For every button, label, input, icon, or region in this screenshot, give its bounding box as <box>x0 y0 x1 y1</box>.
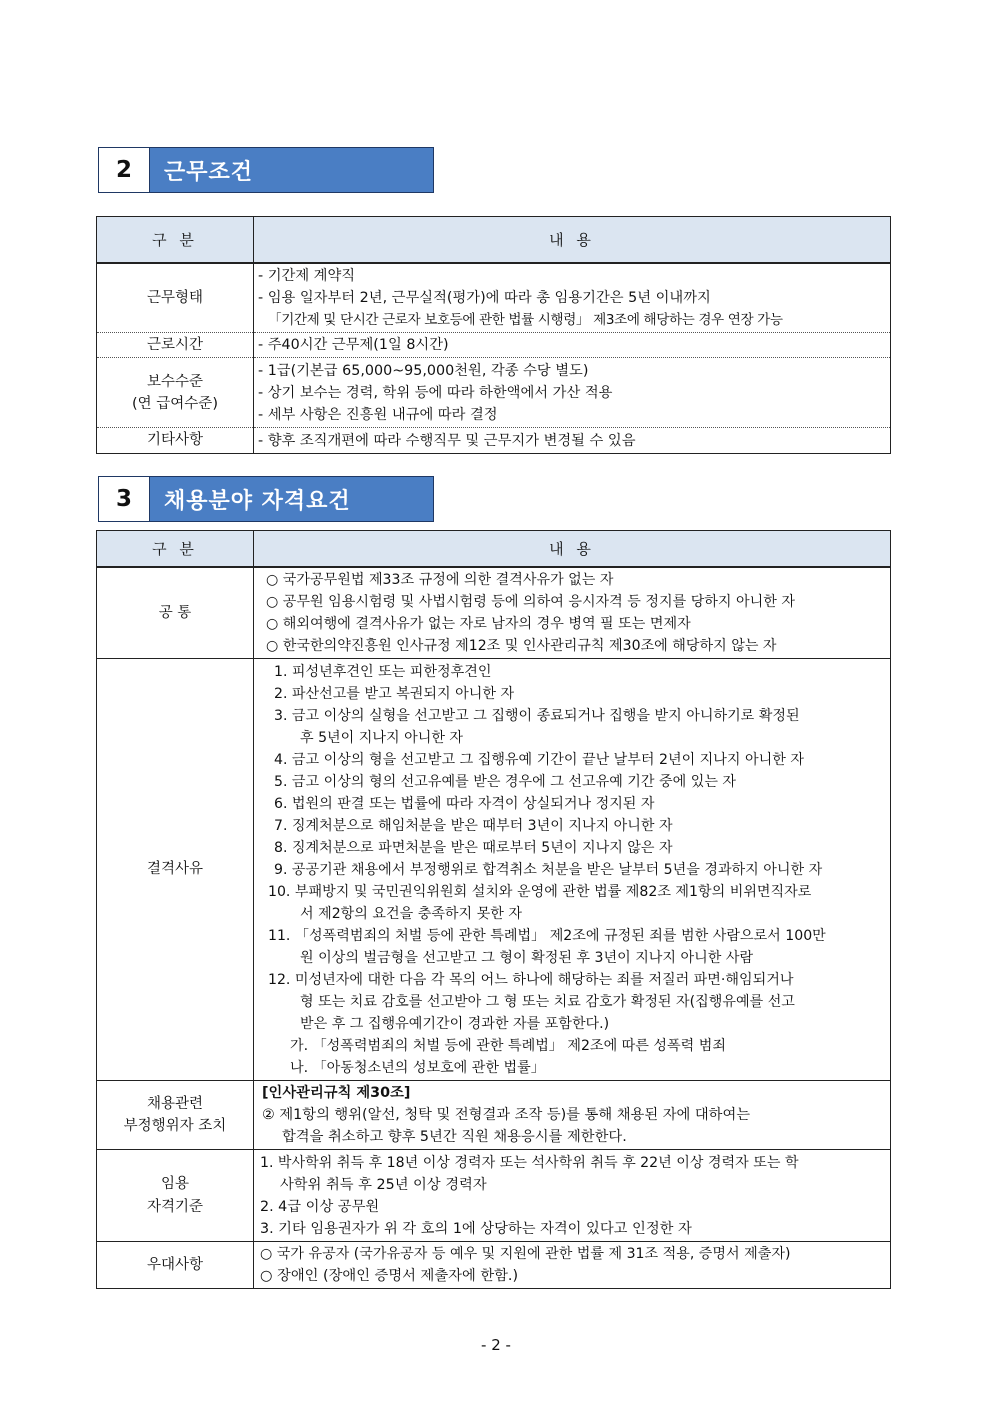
list-item: 4. 금고 이상의 형을 선고받고 그 집행유예 기간이 끝난 날부터 2년이 지나지 아니한 자 <box>274 751 804 768</box>
list-item-continued: 형 또는 치료 감호를 선고받아 그 형 또는 치료 감호가 확정된 자(집행유예를 선고 <box>300 993 795 1010</box>
text-line: - 기간제 계약직 <box>258 267 356 284</box>
row-preference <box>97 1242 891 1289</box>
list-item-continued: 받은 후 그 집행유예기간이 경과한 자를 포함한다.) <box>300 1015 610 1032</box>
content-work-hours <box>254 333 891 358</box>
text-line: ○ 해외여행에 결격사유가 없는 자로 남자의 경우 병역 필 또는 면제자 <box>266 615 691 632</box>
rule-heading: [인사관리규칙 제30조] <box>262 1085 411 1101</box>
content-salary <box>254 358 891 428</box>
list-item: 3. 금고 이상의 실형을 선고받고 그 집행이 종료되거나 집행을 받지 아니하기로 확정된 <box>274 707 800 724</box>
work-conditions-table <box>96 216 891 454</box>
list-item: 6. 법원의 판결 또는 법률에 따라 자격이 상실되거나 정지된 자 <box>274 795 655 812</box>
content-other <box>254 428 891 453</box>
label-fraud-measures: 채용관련 부정행위자 조치 <box>97 1081 254 1150</box>
section-3-number: 3 <box>99 477 150 521</box>
text-line: 「기간제 및 단시간 근로자 보호등에 관한 법률 시행령」 제3조에 해당하는 경우 연장 가능 <box>268 311 783 328</box>
text-line: - 1급(기본급 65,000~95,000천원, 각종 수당 별도) <box>258 362 589 379</box>
text-line: - 세부 사항은 진흥원 내규에 따라 결정 <box>258 406 498 423</box>
section-2-heading <box>98 147 434 193</box>
list-item: 11. 「성폭력범죄의 처벌 등에 관한 특례법」 제2조에 규정된 죄를 범한 사람으로서 100만 <box>268 927 826 944</box>
label-work-type: 근무형태 <box>97 263 254 333</box>
text-line: 2. 4급 이상 공무원 <box>260 1198 380 1215</box>
text-line: 1. 박사학위 취득 후 18년 이상 경력자 또는 석사학위 취득 후 22년 이상 경력자 또는 학 <box>260 1154 799 1171</box>
text-line: - 향후 조직개편에 따라 수행직무 및 근무지가 변경될 수 있음 <box>258 432 636 449</box>
text-line: - 주40시간 근무제(1일 8시간) <box>258 337 449 354</box>
list-item: 8. 징계처분으로 파면처분을 받은 때로부터 5년이 지나지 않은 자 <box>274 839 673 856</box>
page-number: - 2 - <box>481 1336 511 1354</box>
text-line: - 상기 보수는 경력, 학위 등에 따라 하한액에서 가산 적용 <box>258 384 613 401</box>
qualification-table <box>96 530 891 1289</box>
row-salary <box>97 358 891 428</box>
list-item: 1. 피성년후견인 또는 피한정후견인 <box>274 663 492 680</box>
list-item-continued: 후 5년이 지나지 아니한 자 <box>300 729 464 746</box>
content-work-type <box>254 263 891 333</box>
header-category: 구 분 <box>97 217 254 263</box>
label-preference: 우대사항 <box>97 1242 254 1289</box>
row-other <box>97 428 891 453</box>
row-work-type <box>97 263 891 333</box>
text-line: ○ 한국한의약진흥원 인사규정 제12조 및 인사관리규칙 제30조에 해당하지 않는 자 <box>266 637 777 654</box>
text-line: 사학위 취득 후 25년 이상 경력자 <box>280 1176 487 1193</box>
header-content: 내 용 <box>254 531 891 567</box>
text-line: ○ 장애인 (장애인 증명서 제출자에 한함.) <box>260 1268 519 1284</box>
section-3-title: 채용분야 자격요건 <box>150 477 433 521</box>
row-common <box>97 567 891 659</box>
content-fraud-measures <box>254 1081 891 1150</box>
row-fraud-measures <box>97 1081 891 1150</box>
content-appointment-criteria <box>254 1150 891 1242</box>
list-item: 9. 공공기관 채용에서 부정행위로 합격취소 처분을 받은 날부터 5년을 경과하지 아니한 자 <box>274 861 823 878</box>
label-disqualification: 결격사유 <box>97 659 254 1081</box>
text-line: 합격을 취소하고 향후 5년간 직원 채용응시를 제한한다. <box>282 1129 627 1145</box>
label-salary: 보수수준 (연 급여수준) <box>97 358 254 428</box>
section-2-title: 근무조건 <box>150 148 433 192</box>
label-other: 기타사항 <box>97 428 254 453</box>
section-2-number: 2 <box>99 148 150 192</box>
label-common: 공 통 <box>97 567 254 659</box>
label-appointment-criteria: 임용 자격기준 <box>97 1150 254 1242</box>
list-item-continued: 원 이상의 벌금형을 선고받고 그 형이 확정된 후 3년이 지나지 아니한 사람 <box>300 949 754 966</box>
sub-item: 가. 「성폭력범죄의 처벌 등에 관한 특례법」 제2조에 따른 성폭력 범죄 <box>290 1037 726 1054</box>
row-work-hours <box>97 333 891 358</box>
list-item: 7. 징계처분으로 해임처분을 받은 때부터 3년이 지나지 아니한 자 <box>274 817 673 834</box>
content-common <box>254 567 891 659</box>
label-work-hours: 근로시간 <box>97 333 254 358</box>
list-item: 12. 미성년자에 대한 다음 각 목의 어느 하나에 해당하는 죄를 저질러 파면·해임되거나 <box>268 971 794 988</box>
list-item: 2. 파산선고를 받고 복권되지 아니한 자 <box>274 685 515 702</box>
section-3-heading <box>98 476 434 522</box>
content-disqualification <box>254 659 891 1081</box>
text-line: - 임용 일자부터 2년, 근무실적(평가)에 따라 총 임용기간은 5년 이내까지 <box>258 289 711 306</box>
row-appointment-criteria <box>97 1150 891 1242</box>
text-line: 3. 기타 임용권자가 위 각 호의 1에 상당하는 자격이 있다고 인정한 자 <box>260 1220 692 1237</box>
list-item: 5. 금고 이상의 형의 선고유예를 받은 경우에 그 선고유예 기간 중에 있는 자 <box>274 773 737 790</box>
header-category: 구 분 <box>97 531 254 567</box>
sub-item: 나. 「아동청소년의 성보호에 관한 법률」 <box>290 1059 545 1076</box>
content-preference <box>254 1242 891 1289</box>
text-line: ○ 공무원 임용시험령 및 사법시험령 등에 의하여 응시자격 등 정지를 당하지 아니한 자 <box>266 593 795 610</box>
list-item-continued: 서 제2항의 요건을 충족하지 못한 자 <box>300 905 522 922</box>
row-disqualification <box>97 659 891 1081</box>
header-content: 내 용 <box>254 217 891 263</box>
text-line: ○ 국가 유공자 (국가유공자 등 예우 및 지원에 관한 법률 제 31조 적용, 증명서 제출자) <box>260 1246 791 1262</box>
list-item: 10. 부패방지 및 국민권익위원회 설치와 운영에 관한 법률 제82조 제1항의 비위면직자로 <box>268 883 812 900</box>
text-line: ② 제1항의 행위(알선, 청탁 및 전형결과 조작 등)를 통해 채용된 자에 대하여는 <box>262 1107 751 1123</box>
text-line: ○ 국가공무원법 제33조 규정에 의한 결격사유가 없는 자 <box>266 571 614 588</box>
